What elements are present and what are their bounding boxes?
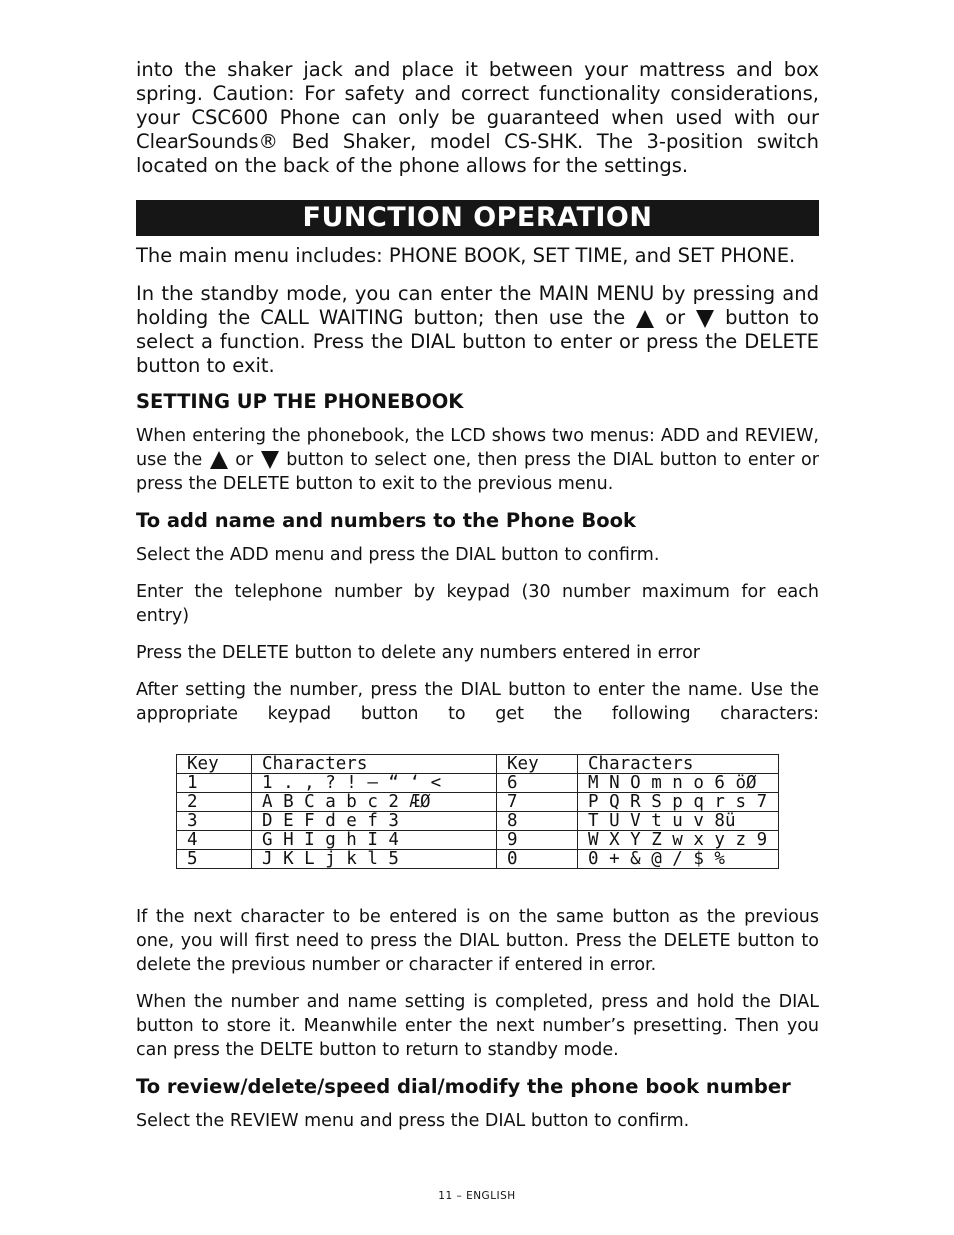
- page-footer: 11 – ENGLISH: [438, 1190, 516, 1202]
- table-cell: 3: [177, 812, 252, 831]
- table-row: [177, 774, 779, 793]
- next-character-paragraph: If the next character to be entered is on the same button as the previous one, you will first need to press the DIAL button. Press the DELETE button to delete the previous number or character if entered in error.: [136, 907, 819, 975]
- table-cell: 5: [177, 850, 252, 869]
- table-header-cell: Key: [177, 755, 252, 774]
- character-table: [176, 754, 779, 869]
- phonebook-text-2: button to select one, then press the DIAL button to enter or press the DELETE button to exit to the previous menu.: [136, 450, 819, 494]
- table-row: [177, 793, 779, 812]
- table-header-cell: Characters: [252, 755, 497, 774]
- table-cell: P Q R S p q r s 7: [578, 793, 779, 812]
- add-paragraph-4: After setting the number, press the DIAL button to enter the name. Use the appropriate keypad button to get the following characters:: [136, 680, 819, 724]
- standby-paragraph: [136, 282, 819, 378]
- table-row: [177, 850, 779, 869]
- table-header-row: [177, 755, 779, 774]
- table-cell: 9: [497, 831, 578, 850]
- table-cell: 2: [177, 793, 252, 812]
- up-triangle-icon: [209, 450, 229, 470]
- add-paragraph-1: Select the ADD menu and press the DIAL button to confirm.: [136, 545, 660, 565]
- table-cell: W X Y Z w x y z 9: [578, 831, 779, 850]
- table-cell: 1: [177, 774, 252, 793]
- table-cell: 7: [497, 793, 578, 812]
- main-menu-paragraph: The main menu includes: PHONE BOOK, SET TIME, and SET PHONE.: [136, 244, 796, 267]
- standby-or: or: [665, 306, 686, 329]
- intro-paragraph: into the shaker jack and place it between your mattress and box spring. Caution: For safety and correct functionality considerations, your CSC600 Phone can only be guaranteed when used with our ClearSounds® Bed Shaker, model CS-SHK. The 3-position switch located on the back of the phone allows for the settings.: [136, 58, 819, 177]
- down-triangle-icon: [260, 450, 280, 470]
- table-cell: A B C a b c 2 ÆØ: [252, 793, 497, 812]
- review-paragraph-1: Select the REVIEW menu and press the DIAL button to confirm.: [136, 1111, 690, 1131]
- add-paragraph-2: Enter the telephone number by keypad (30 number maximum for each entry): [136, 582, 819, 626]
- up-triangle-icon: [635, 309, 655, 329]
- phonebook-heading: SETTING UP THE PHONEBOOK: [136, 390, 464, 413]
- table-cell: 0: [497, 850, 578, 869]
- table-cell: T U V t u v 8ü: [578, 812, 779, 831]
- table-row: [177, 831, 779, 850]
- table-cell: G H I g h I 4: [252, 831, 497, 850]
- phonebook-or: or: [235, 450, 254, 470]
- phonebook-text-1: When entering the phonebook, the LCD shows two menus: ADD and REVIEW, use the: [136, 426, 819, 470]
- table-cell: 8: [497, 812, 578, 831]
- table-cell: 6: [497, 774, 578, 793]
- add-heading: To add name and numbers to the Phone Book: [136, 509, 637, 532]
- page-content: [136, 58, 819, 1133]
- table-cell: 0 + & @ / $ %: [578, 850, 779, 869]
- table-cell: 4: [177, 831, 252, 850]
- down-triangle-icon: [695, 309, 715, 329]
- table-cell: M N O m n o 6 öØ: [578, 774, 779, 793]
- table-cell: D E F d e f 3: [252, 812, 497, 831]
- standby-text-1: In the standby mode, you can enter the MAIN MENU by pressing and holding the CALL WAITING button; then use the: [136, 282, 819, 329]
- table-header-cell: Key: [497, 755, 578, 774]
- review-heading: To review/delete/speed dial/modify the phone book number: [136, 1075, 791, 1098]
- section-banner: FUNCTION OPERATION: [136, 200, 819, 236]
- add-paragraph-3: Press the DELETE button to delete any numbers entered in error: [136, 643, 700, 663]
- completed-paragraph: When the number and name setting is completed, press and hold the DIAL button to store it. Meanwhile enter the next number’s presetting. Then you can press the DELTE button to return to standby mode.: [136, 992, 819, 1060]
- table-cell: J K L j k l 5: [252, 850, 497, 869]
- table-header-cell: Characters: [578, 755, 779, 774]
- standby-text-2: button to select a function. Press the DIAL button to enter or press the DELETE button to exit.: [136, 306, 819, 377]
- phonebook-paragraph: [136, 424, 819, 496]
- table-row: [177, 812, 779, 831]
- table-cell: 1 . , ? ! – “ ‘ <: [252, 774, 497, 793]
